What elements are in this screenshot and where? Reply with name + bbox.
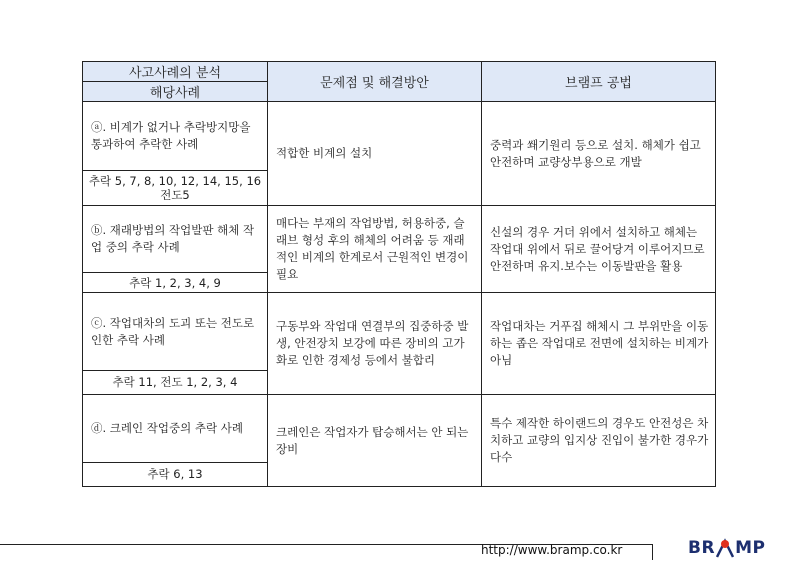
problem-b: 매다는 부재의 작업방법, 허용하중, 슬래브 형성 후의 해체의 어려움 등 재래적인 비계의 한계로서 근원적인 변경이 필요	[268, 206, 482, 293]
accident-analysis-table	[82, 61, 716, 487]
header-applicable-case: 해당사례	[83, 82, 268, 102]
logo-mark-icon	[716, 538, 734, 558]
case-title-c: ⓒ. 작업대차의 도괴 또는 전도로 인한 추락 사례	[83, 293, 268, 371]
solution-c: 작업대차는 거푸집 해체시 그 부위만을 이동하는 좁은 작업대로 전면에 설치하는 비계가 아님	[482, 293, 716, 395]
problem-c: 구동부와 작업대 연결부의 집중하중 발생, 안전장치 보강에 따른 장비의 고가화로 인한 경제성 등에서 불합리	[268, 293, 482, 395]
header-bramp-method: 브램프 공법	[482, 62, 716, 102]
case-title-d: ⓓ. 크레인 작업중의 추락 사례	[83, 395, 268, 463]
website-url: http://www.bramp.co.kr	[481, 543, 623, 557]
case-title-b: ⓑ. 재래방법의 작업발판 해체 작업 중의 추락 사례	[83, 206, 268, 273]
logo-text-right: MP	[735, 538, 766, 558]
logo-text-left: BR	[688, 538, 716, 558]
header-problem-solution: 문제점 및 해결방안	[268, 62, 482, 102]
case-ref-c: 추락 11, 전도 1, 2, 3, 4	[83, 370, 268, 394]
solution-a: 중력과 쐐기원리 등으로 설치. 해체가 쉽고 안전하며 교량상부용으로 개발	[482, 102, 716, 206]
solution-b: 신설의 경우 거더 위에서 설치하고 해체는 작업대 위에서 뒤로 끌어당겨 이루어지므로 안전하며 유지.보수는 이동발판을 활용	[482, 206, 716, 293]
solution-d: 특수 제작한 하이랜드의 경우도 안전성은 차치하고 교량의 입지상 진입이 불가한 경우가 다수	[482, 395, 716, 487]
problem-a: 적합한 비계의 설치	[268, 102, 482, 206]
bramp-logo	[688, 536, 765, 560]
footer-vertical-divider	[652, 544, 653, 560]
case-ref-a: 추락 5, 7, 8, 10, 12, 14, 15, 16 전도5	[83, 171, 268, 206]
problem-d: 크레인은 작업자가 탑승해서는 안 되는 장비	[268, 395, 482, 487]
header-case-analysis: 사고사례의 분석	[83, 62, 268, 82]
case-ref-d: 추락 6, 13	[83, 462, 268, 486]
case-title-a: ⓐ. 비계가 없거나 추락방지망을 통과하여 추락한 사례	[83, 102, 268, 171]
case-ref-b: 추락 1, 2, 3, 4, 9	[83, 272, 268, 292]
